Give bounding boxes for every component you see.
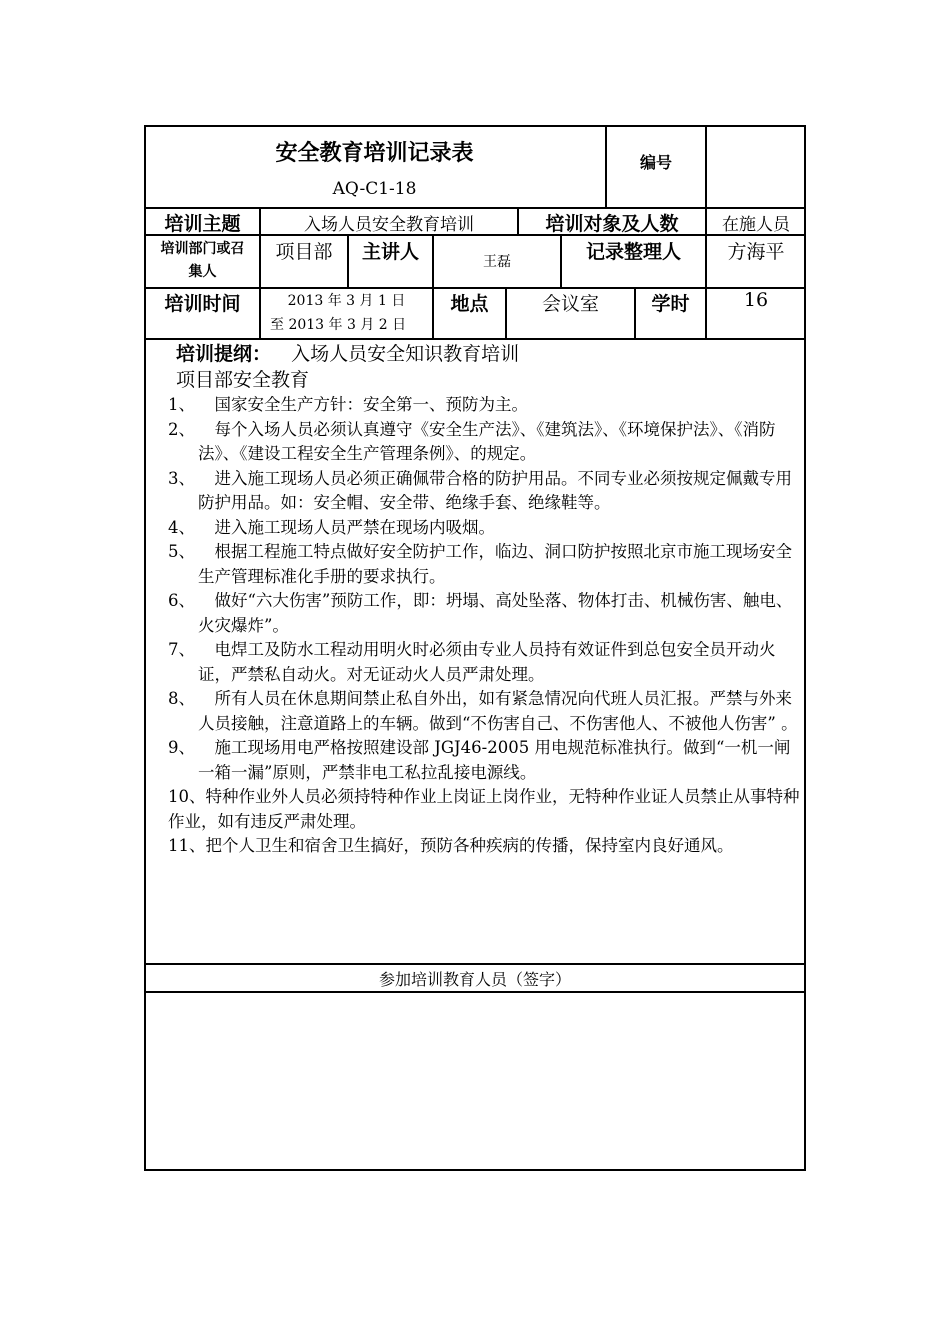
outline-heading <box>168 341 800 367</box>
outline-item <box>168 393 800 418</box>
lecturer-value[interactable]: 王磊 <box>483 254 511 270</box>
outline-item-number: 4、 <box>168 517 195 537</box>
outline-item-text: 进入施工现场人员必须正确佩带合格的防护用品。不同专业必须按规定佩戴专用防护用品。如：安全帽、安全带、绝缘手套、绝缘鞋等。 <box>198 468 792 512</box>
outline-item <box>168 418 800 467</box>
hours-value[interactable]: 16 <box>743 289 769 311</box>
outline-label: 培训提纲： <box>176 343 272 365</box>
outline-item <box>168 540 800 589</box>
outline-item <box>168 638 800 687</box>
outline-item <box>168 687 800 736</box>
outline-item-number: 6、 <box>168 591 195 610</box>
outline-item-text: 施工现场用电严格按照建设部 JGJ46-2005 用电规范标准执行。做到“一机一闸一箱一漏”原则，严禁非电工私拉乱接电源线。 <box>198 738 791 782</box>
outline-item: 11、把个人卫生和宿舍卫生搞好，预防各种疾病的传播，保持室内良好通风。 <box>168 836 734 855</box>
outline-item-text: 电焊工及防水工程动用明火时必须由专业人员持有效证件到总包安全员开动火证，严禁私自动火。对无证动火人员严肃处理。 <box>198 640 776 684</box>
time-from[interactable]: 2013 年 3 月 1 日 <box>287 293 406 309</box>
form-code: AQ-C1-18 <box>332 179 417 199</box>
outline-item <box>168 467 800 516</box>
outline-title: 入场人员安全知识教育培训 <box>291 343 520 365</box>
recorder-value[interactable]: 方海平 <box>727 241 785 263</box>
outline-item-text: 根据工程施工特点做好安全防护工作，临边、洞口防护按照北京市施工现场安全生产管理标准化手册的要求执行。 <box>198 542 792 586</box>
outline-item <box>168 589 800 638</box>
topic-label: 培训主题 <box>164 213 241 235</box>
outline-item-number: 1、 <box>168 395 195 414</box>
outline-item-text: 国家安全生产方针：安全第一、预防为主。 <box>198 395 528 414</box>
signature-label: 参加培训教育人员（签字） <box>378 970 571 989</box>
lecturer-label: 主讲人 <box>361 241 419 263</box>
row-divider <box>144 338 806 340</box>
col-divider <box>432 234 434 338</box>
recorder-label: 记录整理人 <box>585 241 681 263</box>
col-divider <box>705 125 707 208</box>
audience-label: 培训对象及人数 <box>545 213 679 235</box>
training-outline <box>168 341 800 859</box>
hours-label: 学时 <box>651 293 690 315</box>
place-value[interactable]: 会议室 <box>541 293 599 315</box>
outline-subtitle: 项目部安全教育 <box>176 369 310 391</box>
time-to[interactable]: 至 2013 年 3 月 2 日 <box>270 317 407 333</box>
outline-item-number: 9、 <box>168 738 195 757</box>
dept-value[interactable]: 项目部 <box>275 241 333 263</box>
outline-item-text: 所有人员在休息期间禁止私自外出，如有紧急情况向代班人员汇报。严禁与外来人员接触，注意道路上的车辆。做到“不伤害自己、不伤害他人、不被他人伤害” 。 <box>198 689 798 733</box>
outline-item-number: 2、 <box>168 419 195 439</box>
outline-item-text: 每个入场人员必须认真遵守《安全生产法》、《建筑法》、《环境保护法》、《消防法》、《建设工程安全生产管理条例》、的规定。 <box>198 419 776 463</box>
outline-item: 10、特种作业外人员必须持特种作业上岗证上岗作业，无特种作业证人员禁止从事特种作业，如有违反严肃处理。 <box>168 787 800 831</box>
outline-item-number: 8、 <box>168 689 195 708</box>
outline-item <box>168 736 800 785</box>
time-label: 培训时间 <box>164 293 241 315</box>
form-title: 安全教育培训记录表 <box>275 141 474 166</box>
outline-item-number: 5、 <box>168 542 195 561</box>
signature-area[interactable] <box>146 993 804 1169</box>
number-label: 编号 <box>639 153 672 172</box>
outline-item-number: 3、 <box>168 468 195 488</box>
row-divider <box>144 963 806 965</box>
dept-label: 培训部门或召集人 <box>160 241 245 280</box>
topic-value[interactable]: 入场人员安全教育培训 <box>304 215 474 235</box>
outline-item <box>168 516 800 541</box>
outline-item-text: 做好“六大伤害”预防工作，即：坍塌、高处坠落、物体打击、机械伤害、触电、火灾爆炸”。 <box>198 591 793 635</box>
outline-items <box>168 393 800 859</box>
audience-value[interactable]: 在施人员 <box>722 215 790 235</box>
outline-item-text: 进入施工现场人员严禁在现场内吸烟。 <box>198 517 495 537</box>
place-label: 地点 <box>450 293 489 315</box>
outline-item-number: 7、 <box>168 640 195 659</box>
